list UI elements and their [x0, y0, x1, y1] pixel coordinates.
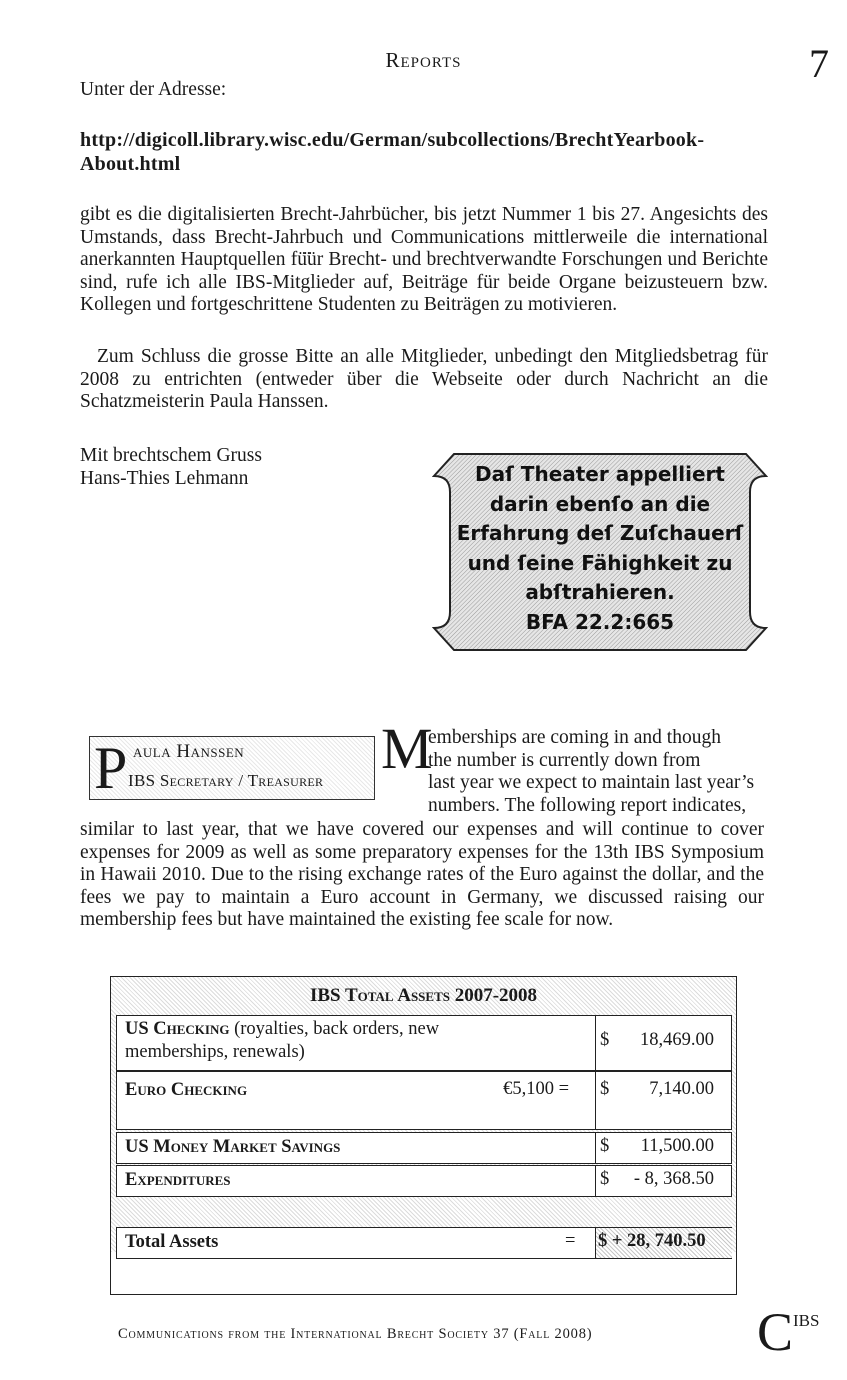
url-line-1: http://digicoll.library.wisc.edu/German/subcollections/BrechtYearbook-	[80, 129, 705, 151]
report-lead-line-4: numbers. The following report indicates,	[428, 794, 747, 816]
table-title: IBS Total Assets 2007-2008	[309, 985, 538, 1006]
row-label-line2: memberships, renewals)	[125, 1042, 305, 1062]
row-label-rest: (royalties, back orders, new	[229, 1019, 440, 1039]
row-currency: $	[600, 1169, 610, 1189]
row-currency: $	[600, 1079, 610, 1099]
intro-text: Unter der Adresse:	[80, 79, 227, 100]
total-amount: $ + 28, 740.50	[598, 1231, 706, 1251]
row-currency: $	[600, 1030, 610, 1050]
row-amount-cell	[595, 1133, 732, 1163]
url-link[interactable]	[80, 128, 780, 176]
ibs-logo-c: C	[757, 1302, 794, 1362]
quote-box	[432, 452, 768, 652]
row-amount: 11,500.00	[640, 1136, 714, 1156]
row-label-bold: Expenditures	[125, 1170, 231, 1190]
paragraph-1: gibt es die digitalisierten Brecht-Jahrbücher, bis jetzt Nummer 1 bis 27. Angesichts des Umstands, dass Brecht-Jahrbuch und Communications mittlerweile die international anerkannten Hauptquellen fü̈ür Brecht- und brechtverwandte Forschungen und Berichte sind, rufe ich alle IBS-Mitglieder auf, Beiträge für beide Organe beizusteuern bzw. Kollegen und fortgeschrittene Studenten zu Beiträgen zu motivieren.	[80, 204, 768, 316]
report-lead-line-3: last year we expect to maintain last year’s	[428, 772, 755, 794]
row-amount-cell	[595, 1072, 732, 1129]
row-euro-value: €5,100 =	[503, 1079, 569, 1099]
page-number: 7	[809, 41, 829, 86]
author-box	[89, 736, 375, 800]
closing	[80, 444, 262, 490]
assets-table	[110, 976, 737, 1295]
running-head: Reports	[385, 48, 462, 72]
report-body: similar to last year, that we have covered our expenses and will continue to cover expenses for 2009 as well as some preparatory expenses for the 13th IBS Symposium in Hawaii 2010. Due to the rising exchange rates of the Euro against the dollar, and the fees we pay to maintain a Euro account in Germany, we discussed raising our membership fees but have maintained the existing fee scale for now.	[80, 819, 764, 931]
total-amount-cell	[595, 1228, 732, 1258]
footer-text: Communications from the International Brecht Society 37 (Fall 2008)	[118, 1326, 593, 1342]
report-lead	[428, 727, 764, 817]
row-amount: 18,469.00	[640, 1030, 714, 1050]
drop-cap: M	[381, 716, 433, 781]
row-currency: $	[600, 1136, 610, 1156]
table-row-total	[116, 1227, 732, 1259]
closing-greeting: Mit brechtschem Gruss	[80, 445, 262, 466]
quote-line-3: Erfahrung deſ Zuſchauerſ	[456, 521, 744, 545]
table-row-us-checking	[116, 1015, 732, 1071]
quote-line-4: und ſeine Fähighkeit zu	[467, 550, 733, 575]
quote-line-5: abſtrahieren.	[525, 580, 675, 604]
row-label	[125, 1018, 439, 1064]
author-name: aula Hanssen	[133, 741, 245, 762]
table-row-euro-checking	[116, 1071, 732, 1130]
total-label: Total Assets	[125, 1232, 219, 1252]
row-label-bold: Euro Checking	[125, 1080, 248, 1100]
total-equals: =	[565, 1231, 576, 1251]
quote-line-1: Daſ Theater appelliert	[475, 462, 725, 486]
ibs-logo-text: IBS	[793, 1311, 820, 1330]
table-row-money-market	[116, 1132, 732, 1164]
author-role: IBS Secretary / Treasurer	[128, 771, 324, 790]
report-lead-line-1: emberships are coming in and though	[428, 727, 721, 748]
quote-citation: BFA 22.2:665	[525, 609, 675, 634]
quote-line-2: darin ebenſo an die	[489, 491, 711, 516]
row-amount-cell	[595, 1166, 732, 1196]
row-label-bold: US Money Market Savings	[125, 1137, 341, 1157]
report-lead-line-2: the number is currently down from	[428, 749, 701, 771]
url-line-2: About.html	[80, 153, 181, 175]
paragraph-2: Zum Schluss die grosse Bitte an alle Mitglieder, unbedingt den Mitgliedsbetrag für 2008 zu entrichten (entweder über die Webseite oder durch Nachricht an die Schatzmeisterin Paula Hanssen.	[80, 346, 768, 413]
author-initial: P	[94, 735, 128, 801]
row-amount: - 8, 368.50	[633, 1169, 714, 1189]
row-amount: 7,140.00	[649, 1079, 714, 1099]
row-label-bold: US Checking	[125, 1019, 230, 1039]
quote-text	[432, 460, 768, 637]
closing-signature: Hans-Thies Lehmann	[80, 468, 249, 489]
table-row-expenditures	[116, 1165, 732, 1197]
row-amount-cell	[595, 1016, 732, 1070]
